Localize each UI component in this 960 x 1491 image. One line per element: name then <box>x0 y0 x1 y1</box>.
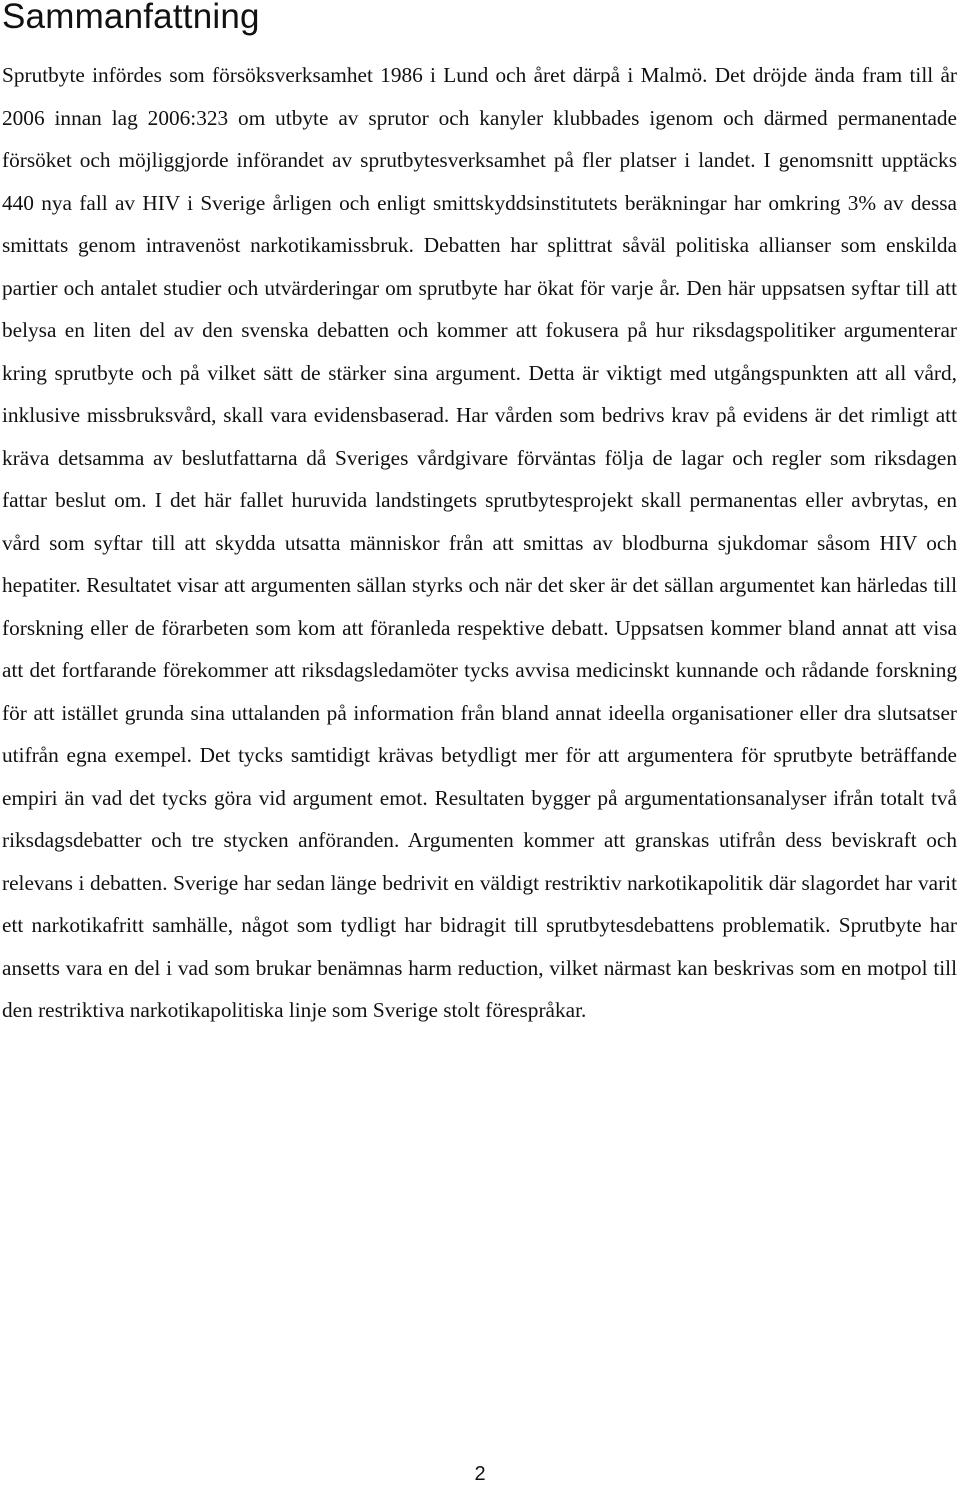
section-heading: Sammanfattning <box>2 0 260 36</box>
summary-paragraph: Sprutbyte infördes som försöksverksamhet 1986 i Lund och året därpå i Malmö. Det dröjde ända fram till år 2006 innan lag 2006:323 om utbyte av sprutor och kanyler klubbades igenom och därmed permanentade försöket och möjliggjorde införandet av sprutbytesverksamhet på fler platser i landet. I genomsnitt upptäcks 440 nya fall av HIV i Sverige årligen och enligt smittskyddsinstitutets beräkningar har omkring 3% av dessa smittats genom intravenöst narkotikamissbruk. Debatten har splittrat såväl politiska allianser som enskilda partier och antalet studier och utvärderingar om sprutbyte har ökat för varje år. Den här uppsatsen syftar till att belysa en liten del av den svenska debatten och kommer att fokusera på hur riksdagspolitiker argumenterar kring sprutbyte och på vilket sätt de stärker sina argument. Detta är viktigt med utgångspunkten att all vård, inklusive missbruksvård, skall vara evidensbaserad. Har vården som bedrivs krav på evidens är det rimligt att kräva detsamma av beslutfattarna då Sveriges vårdgivare förväntas följa de lagar och regler som riksdagen fattar beslut om. I det här fallet huruvida landstingets sprutbytesprojekt skall permanentas eller avbrytas, en vård som syftar till att skydda utsatta människor från att smittas av blodburna sjukdomar såsom HIV och hepatiter. Resultatet visar att argumenten sällan styrks och när det sker är det sällan argumentet kan härledas till forskning eller de förarbeten som kom att föranleda respektive debatt. Uppsatsen kommer bland annat att visa att det fortfarande förekommer att riksdagsledamöter tycks avvisa medicinskt kunnande och rådande forskning för att istället grunda sina uttalanden på information från bland annat ideella organisationer eller dra slutsatser utifrån egna exempel. Det tycks samtidigt krävas betydligt mer för att argumentera för sprutbyte beträffande empiri än vad det tycks göra vid argument emot. Resultaten bygger på argumentationsanalyser ifrån totalt två riksdagsdebatter och tre stycken anföranden. Argumenten kommer att granskas utifrån dess beviskraft och relevans i debatten. Sverige har sedan länge bedrivit en väldigt restriktiv narkotikapolitik där slagordet har varit ett narkotikafritt samhälle, något som tydligt har bidragit till sprutbytesdebattens problematik. Sprutbyte har ansetts vara en del i vad som brukar benämnas harm reduction, vilket närmast kan beskrivas som en motpol till den restriktiva narkotikapolitiska linje som Sverige stolt förespråkar. <box>2 63 957 1022</box>
page-number: 2 <box>474 1463 486 1485</box>
